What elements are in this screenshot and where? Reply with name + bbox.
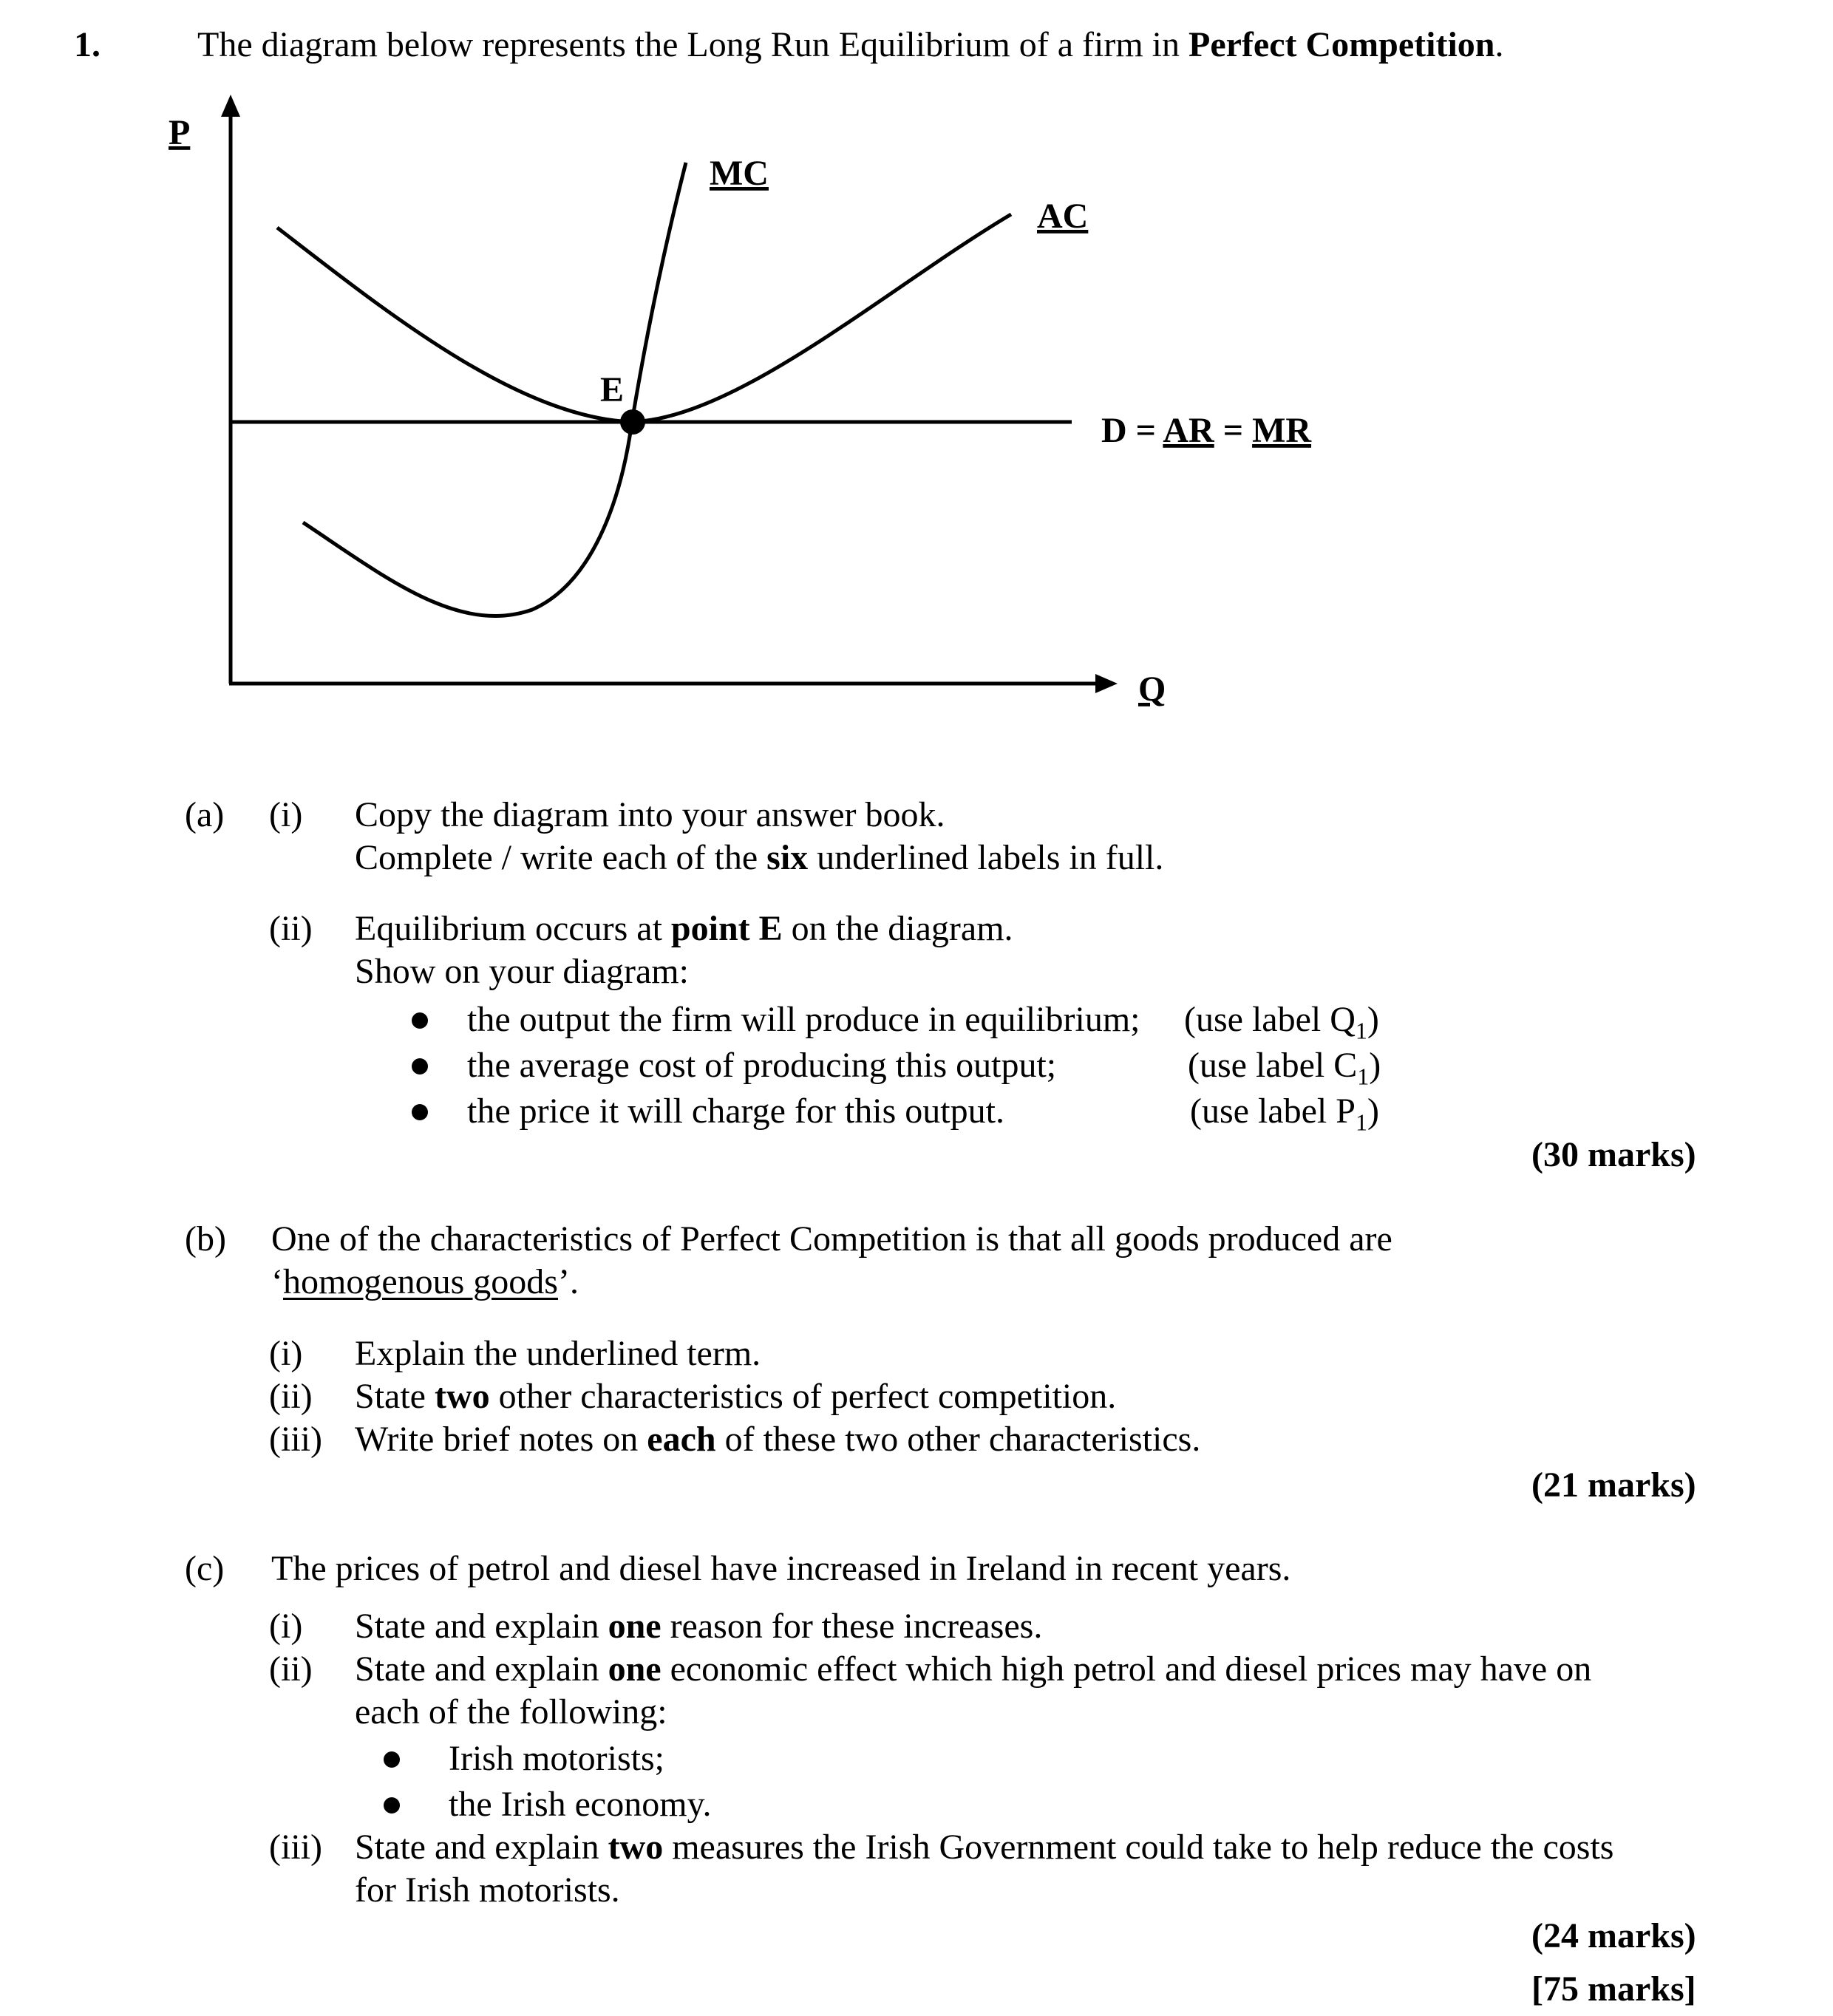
part-a-i-line2-text: Complete / write each of the [355,838,767,877]
question-number: 1. [74,25,101,64]
part-b-label: (b) [185,1219,226,1259]
part-a-ii-line1-end: on the diagram. [782,909,1013,948]
part-b-i-text: Explain the underlined term. [355,1334,761,1373]
bullet-dot [412,1058,428,1075]
part-a-bullet-2: the average cost of producing this output; [467,1046,1057,1085]
part-b-ii-text [355,1375,1116,1418]
demand-label-equals: = [1214,411,1253,450]
note-text: (use label C [1188,1046,1358,1085]
mc-label: MC [710,154,769,193]
bullet-dot [412,1012,428,1029]
part-a-ii-line1-text: Equilibrium occurs at [355,909,671,948]
bullet-dot [412,1104,428,1120]
ac-label: AC [1037,197,1089,236]
part-a-marks: (30 marks) [1531,1135,1696,1174]
part-c-i-text-end: reason for these increases. [661,1607,1043,1646]
part-a-i-line1: Copy the diagram into your answer book. [355,795,945,834]
part-c-ii-text [355,1648,1591,1691]
demand-label [1101,411,1312,450]
y-axis-label: P [169,113,191,152]
x-axis-arrow [1095,674,1118,693]
part-c-bullet-1: Irish motorists; [449,1739,665,1778]
part-b-iii-text [355,1418,1200,1461]
part-c-ii-text-start: State and explain [355,1649,608,1689]
quote-open: ‘ [271,1262,283,1301]
demand-label-d: D = [1101,411,1163,450]
equilibrium-diagram [0,0,1833,739]
part-c-label: (c) [185,1549,225,1588]
part-a-ii-line1 [355,907,1013,950]
part-a-i-line2-end: underlined labels in full. [808,838,1164,877]
part-c-iii-bold: two [608,1828,664,1867]
equilibrium-point [620,409,645,435]
note-end: ) [1369,1046,1381,1085]
part-a-i-label: (i) [269,795,303,834]
part-c-iii-text [355,1826,1613,1869]
part-c-i-text-start: State and explain [355,1607,608,1646]
intro-bold: Perfect Competition [1188,25,1495,64]
part-b-iii-text-start: Write brief notes on [355,1420,647,1459]
part-b-i-label: (i) [269,1334,303,1373]
part-c-ii-label: (ii) [269,1649,313,1689]
part-a-bullet-3: the price it will charge for this output. [467,1092,1004,1131]
note-end: ) [1367,1000,1379,1039]
part-a-bullet-3-note [1190,1090,1379,1144]
bullet-dot [384,1751,400,1768]
intro-end: . [1494,25,1504,64]
part-c-iii-text-start: State and explain [355,1828,608,1867]
point-e-label: E [600,370,625,409]
ac-curve [277,214,1011,422]
note-subscript: 1 [1355,1017,1367,1044]
part-b-line2 [271,1261,579,1304]
part-c-i-label: (i) [269,1607,303,1646]
part-c-line1: The prices of petrol and diesel have increased in Ireland in recent years. [271,1549,1291,1588]
part-b-ii-bold: two [434,1377,490,1416]
part-a-bullet-1: the output the firm will produce in equilibrium; [467,1000,1140,1039]
part-c-iii-label: (iii) [269,1828,322,1867]
part-a-ii-line2: Show on your diagram: [355,952,689,991]
bullet-dot [384,1797,400,1814]
part-c-ii-text-end: economic effect which high petrol and diesel prices may have on [661,1649,1592,1689]
part-c-i-text [355,1605,1042,1648]
part-c-i-bold: one [608,1607,662,1646]
note-subscript: 1 [1355,1109,1367,1136]
part-a-i-line2-bold: six [766,838,809,877]
part-b-iii-text-end: of these two other characteristics. [715,1420,1201,1459]
part-a-i-line2 [355,837,1163,879]
part-b-ii-text-start: State [355,1377,435,1416]
quote-close: ’. [557,1262,579,1301]
part-c-bullet-2: the Irish economy. [449,1785,712,1824]
part-c-iii-line2: for Irish motorists. [355,1870,620,1910]
part-a-ii-line1-bold: point E [670,909,783,948]
part-a-label: (a) [185,795,225,834]
part-b-ii-label: (ii) [269,1377,313,1416]
part-c-iii-text-end: measures the Irish Government could take to help reduce the costs [663,1828,1614,1867]
part-c-marks: (24 marks) [1531,1916,1696,1955]
part-a-ii-label: (ii) [269,909,313,948]
total-marks: [75 marks] [1531,1969,1696,2009]
underlined-term: homogenous goods [282,1262,558,1301]
part-b-iii-bold: each [647,1420,716,1459]
part-c-ii-line2: each of the following: [355,1692,667,1731]
y-axis-arrow [221,95,240,117]
x-axis-label: Q [1138,670,1166,709]
mc-curve [303,163,686,616]
part-b-iii-label: (iii) [269,1420,322,1459]
note-end: ) [1367,1092,1379,1131]
intro-text: The diagram below represents the Long Run Equilibrium of a firm in [197,25,1188,64]
demand-label-mr: MR [1252,411,1312,450]
note-subscript: 1 [1357,1063,1370,1090]
demand-label-ar: AR [1163,411,1214,450]
part-c-ii-bold: one [608,1649,662,1689]
part-b-ii-text-end: other characteristics of perfect competition. [489,1377,1117,1416]
part-b-line1: One of the characteristics of Perfect Competition is that all goods produced are [271,1219,1392,1259]
note-text: (use label Q [1184,1000,1356,1039]
part-b-marks: (21 marks) [1531,1465,1696,1505]
note-text: (use label P [1190,1092,1356,1131]
